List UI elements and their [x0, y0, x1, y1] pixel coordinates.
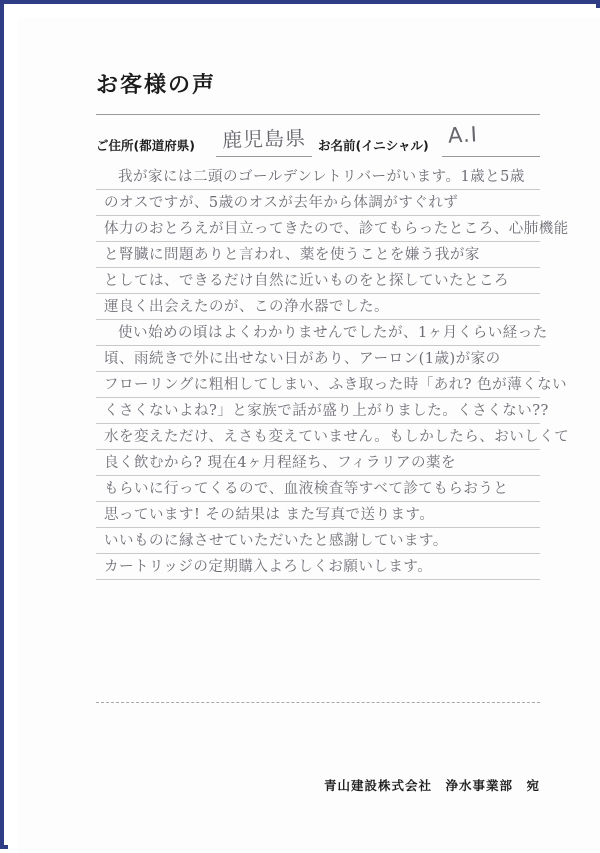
- body-line-text: 体力のおとろえが目立ってきたので、診てもらったところ、心肺機能: [104, 221, 569, 237]
- header-fields: [96, 122, 540, 158]
- body-line: [96, 398, 549, 424]
- title-divider: [96, 114, 540, 115]
- name-field-value: A.I: [447, 122, 479, 148]
- body-line: [96, 476, 540, 502]
- address-field-value: 鹿児島県: [221, 125, 307, 153]
- name-field-underline: [442, 156, 540, 157]
- footer-recipient: 青山建設株式会社 浄水事業部 宛: [323, 778, 540, 793]
- body-line: [96, 242, 540, 268]
- testimonial-sheet: [18, 18, 600, 853]
- body-line: [96, 216, 569, 242]
- page-title: お客様の声: [96, 73, 217, 98]
- body-line: [96, 346, 540, 372]
- body-line: [96, 528, 540, 554]
- body-line-text: のオスですが、5歳のオスが去年から体調がすぐれず: [104, 195, 459, 211]
- body-line: [96, 502, 540, 528]
- address-field-label: ご住所(都道府県): [96, 138, 195, 153]
- body-line-text: と腎臓に問題ありと言われ、薬を使うことを嫌う我が家: [104, 247, 480, 263]
- body-line: [96, 164, 540, 190]
- page-inner-border: [8, 8, 600, 849]
- body-line: [96, 190, 540, 216]
- body-line-text: フローリングに粗相してしまい、ふき取った時「あれ? 色が薄くない: [104, 377, 568, 393]
- body-line-text: 頃、雨続きで外に出せない日があり、アーロン(1歳)が家の: [104, 351, 501, 367]
- body-line-text: としては、できるだけ自然に近いものをと探していたところ: [104, 273, 509, 289]
- body-line-text: 水を変えただけ、えさも変えていません。もしかしたら、おいしくて: [104, 429, 570, 445]
- body-line-text: 使い始めの頃はよくわかりませんでしたが、1ヶ月くらい経った: [118, 325, 548, 341]
- body-line: [96, 450, 540, 476]
- body-line-text: いいものに縁させていただいたと感謝しています。: [104, 533, 448, 549]
- address-field-underline: [216, 156, 312, 157]
- body-line-text: カートリッジの定期購入よろしくお願いします。: [104, 559, 433, 575]
- body-line: [96, 424, 570, 450]
- body-line: [96, 268, 540, 294]
- body-line-text: 我が家には二頭のゴールデンレトリバーがいます。1歳と5歳: [118, 169, 525, 185]
- body-line-text: くさくないよね?」と家族で話が盛り上がりました。くさくない??: [104, 403, 549, 419]
- body-line-text: 思っています! その結果は また写真で送ります。: [104, 507, 435, 523]
- body-line: [96, 294, 540, 320]
- body-line: [96, 320, 548, 346]
- body-line: [96, 554, 540, 580]
- handwritten-body: [96, 164, 570, 694]
- bottom-divider: [96, 702, 540, 703]
- body-line-text: もらいに行ってくるので、血液検査等すべて診てもらおうと: [104, 481, 509, 497]
- body-line-text: 運良く出会えたのが、この浄水器でした。: [104, 299, 389, 315]
- name-field-label: お名前(イニシャル): [318, 138, 429, 153]
- body-line: [96, 372, 568, 398]
- body-line-text: 良く飲むから? 現在4ヶ月程経ち、フィラリアの薬を: [104, 455, 456, 471]
